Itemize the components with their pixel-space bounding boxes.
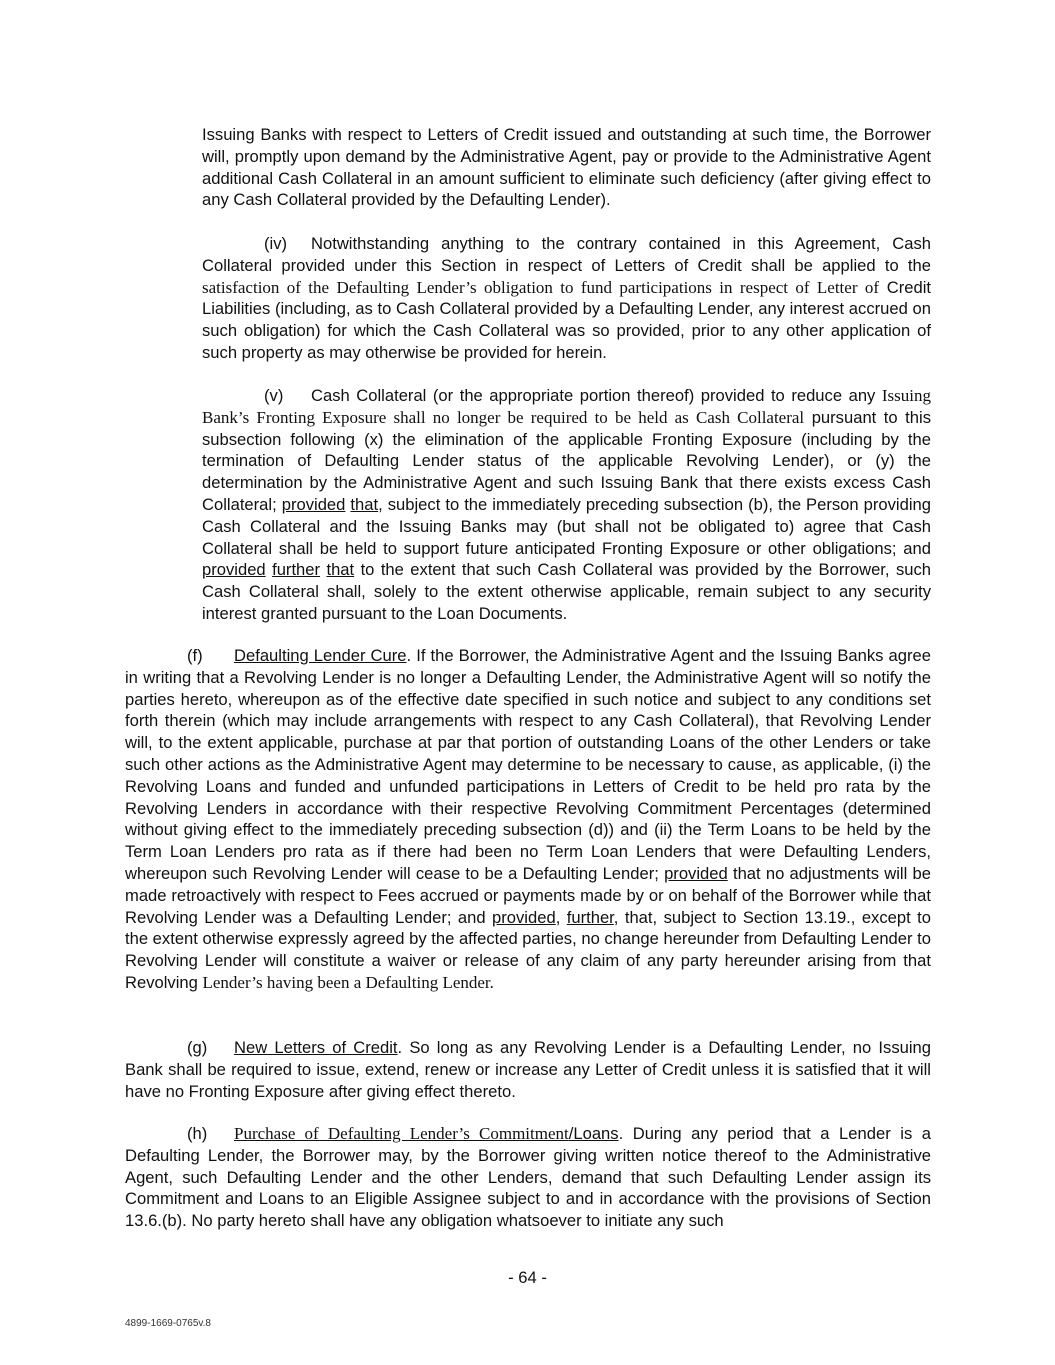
page-number: - 64 - xyxy=(508,1268,547,1287)
subsection-number: (iv) xyxy=(264,234,288,253)
subsection-v: (v) Cash Collateral (or the appropriate portion thereof) provided to reduce any Issuing Bank’s Fronting Exposure shall no longer be required to be held as Cash Collateral pursuant to this subsection following (x) the elimination of the applicable Fronting Exposure (including by the termination of Defaulting Lender status of the applicable Revolving Lender), or (y) the determination by the Administrative Agent and such Issuing Bank that there exists excess Cash Collateral; provided that, subject to the immediately preceding subsection (b), the Person providing Cash Collateral and the Issuing Banks may (but shall not be obligated to) agree that Cash Collateral shall be held to support future anticipated Fronting Exposure or other obligations; and provided further that to the extent that such Cash Collateral was provided by the Borrower, such Cash Collateral shall, solely to the extent otherwise applicable, remain subject to any security interest granted pursuant to the Loan Documents. xyxy=(202,386,932,623)
document-id: 4899-1669-0765v.8 xyxy=(125,1318,211,1329)
paragraph-text: Issuing Banks with respect to Letters of Credit issued and outstanding at such time, the Borrower will, promptly upon demand by the Administrative Agent, pay or provide to the Administrative Agent additional Cash Collateral in an amount sufficient to eliminate such deficiency (after giving effect to any Cash Collateral provided by the Defaulting Lender). xyxy=(202,125,931,210)
provided-term: provided xyxy=(281,494,346,514)
further-term: further xyxy=(566,907,614,927)
paragraph-cash-collateral-deficiency xyxy=(202,124,931,211)
provided-term: provided xyxy=(664,863,728,883)
provided-term: provided xyxy=(202,560,266,580)
that-term: that xyxy=(350,494,379,514)
further-term: further xyxy=(272,560,321,580)
section-heading-suffix: /Loans xyxy=(568,1124,619,1143)
subsection-number: (v) xyxy=(264,386,284,405)
section-heading: Purchase of Defaulting Lender’s Commitment xyxy=(234,1124,569,1143)
section-g-new-letters-of-credit: (g) New Letters of Credit. So long as any Revolving Lender is a Defaulting Lender, no Issuing Bank shall be required to issue, extend, renew or increase any Letter of Credit unless it is satisfied that it will have no Fronting Exposure after giving effect thereto. xyxy=(125,1038,932,1101)
that-term: that xyxy=(326,560,355,580)
section-number: (f) xyxy=(187,646,203,665)
section-number: (g) xyxy=(187,1038,208,1057)
section-heading: Defaulting Lender Cure xyxy=(234,646,407,665)
provided-term: provided xyxy=(492,907,556,927)
section-h-purchase-of-commitment: (h) Purchase of Defaulting Lender’s Commitment/Loans. During any period that a Lender is a Defaulting Lender, the Borrower may, by the Borrower giving written notice thereof to the Administrative Agent, such Defaulting Lender and the other Lenders, demand that such Defaulting Lender assign its Commitment and Loans to an Eligible Assignee subject to and in accordance with the provisions of Section 13.6.(b). No party hereto shall have any obligation whatsoever to initiate any such xyxy=(125,1124,931,1231)
subsection-iv: (iv) Notwithstanding anything to the contrary contained in this Agreement, Cash Collateral provided under this Section in respect of Letters of Credit shall be applied to the satisfaction of the Defaulting Lender’s obligation to fund participations in respect of Letter of Credit Liabilities (including, as to Cash Collateral provided by a Defaulting Lender, any interest accrued on such obligation) for which the Cash Collateral was so provided, prior to any other application of such property as may otherwise be provided for herein. xyxy=(202,234,932,362)
section-heading: New Letters of Credit xyxy=(234,1038,398,1057)
section-f-defaulting-lender-cure: (f) Defaulting Lender Cure. If the Borrower, the Administrative Agent and the Issuing Banks agree in writing that a Revolving Lender is no longer a Defaulting Lender, the Administrative Agent will so notify the parties hereto, whereupon as of the effective date specified in such notice and subject to any conditions set forth therein (which may include arrangements with respect to any Cash Collateral), that Revolving Lender will, to the extent applicable, purchase at par that portion of outstanding Loans of the other Lenders or take such other actions as the Administrative Agent may determine to be necessary to cause, as applicable, (i) the Revolving Loans and funded and unfunded participations in Letters of Credit to be held pro rata by the Revolving Lenders in accordance with their respective Revolving Commitment Percentages (determined without giving effect to the immediately preceding subsection (d)) and (ii) the Term Loans to be held by the Term Loan Lenders pro rata as if there had been no Term Loan Lenders that were Defaulting Lenders, whereupon such Revolving Lender will cease to be a Defaulting Lender; provided that no adjustments will be made retroactively with respect to Fees accrued or payments made by or on behalf of the Borrower while that Revolving Lender was a Defaulting Lender; and provided, further, that, subject to Section 13.19., except to the extent otherwise expressly agreed by the affected parties, no change hereunder from Defaulting Lender to Revolving Lender will constitute a waiver or release of any claim of any party hereunder arising from that Revolving Lender’s having been a Defaulting Lender. xyxy=(125,646,931,992)
section-number: (h) xyxy=(187,1124,208,1143)
